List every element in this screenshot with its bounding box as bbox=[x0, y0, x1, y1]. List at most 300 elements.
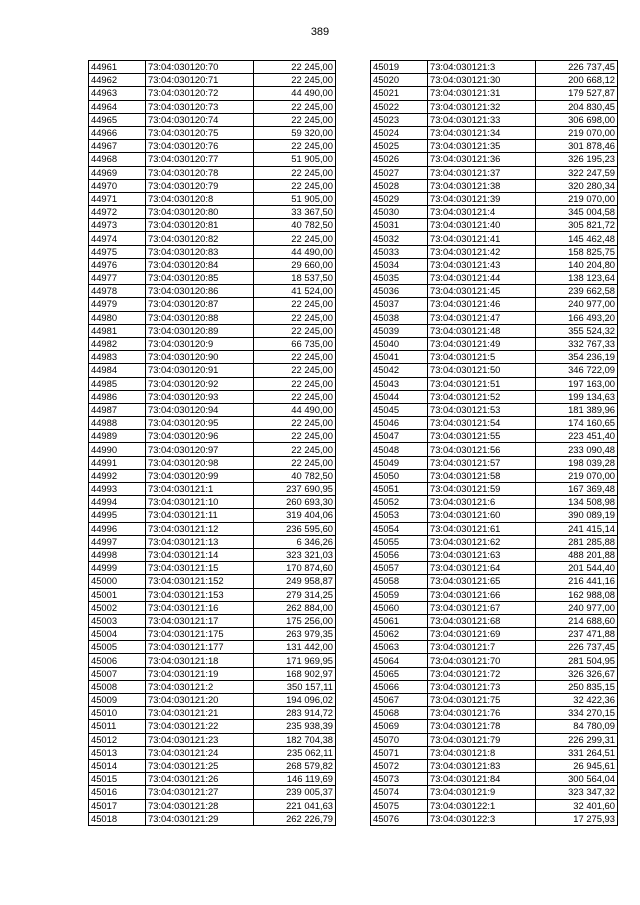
cadastral-value: 167 369,48 bbox=[536, 483, 618, 496]
table-row bbox=[89, 654, 336, 667]
table-row bbox=[371, 351, 618, 364]
row-number: 45048 bbox=[371, 443, 428, 456]
table-row bbox=[371, 509, 618, 522]
row-number: 45014 bbox=[89, 759, 146, 772]
cadastral-number: 73:04:030120:84 bbox=[146, 258, 254, 271]
cadastral-number: 73:04:030120:86 bbox=[146, 285, 254, 298]
cadastral-value: 305 821,72 bbox=[536, 219, 618, 232]
cadastral-value: 59 320,00 bbox=[254, 126, 336, 139]
cadastral-value: 221 041,63 bbox=[254, 799, 336, 812]
row-number: 44975 bbox=[89, 245, 146, 258]
cadastral-number: 73:04:030120:76 bbox=[146, 140, 254, 153]
table-row bbox=[371, 773, 618, 786]
cadastral-number: 73:04:030121:25 bbox=[146, 759, 254, 772]
table-row bbox=[371, 113, 618, 126]
table-row bbox=[371, 430, 618, 443]
cadastral-value: 174 160,65 bbox=[536, 417, 618, 430]
cadastral-number: 73:04:030120:98 bbox=[146, 456, 254, 469]
row-number: 44989 bbox=[89, 430, 146, 443]
cadastral-number: 73:04:030120:77 bbox=[146, 153, 254, 166]
cadastral-number: 73:04:030121:48 bbox=[428, 324, 536, 337]
cadastral-value: 239 662,58 bbox=[536, 285, 618, 298]
row-number: 44988 bbox=[89, 417, 146, 430]
row-number: 44999 bbox=[89, 562, 146, 575]
row-number: 45005 bbox=[89, 641, 146, 654]
cadastral-number: 73:04:030121:15 bbox=[146, 562, 254, 575]
cadastral-value: 22 245,00 bbox=[254, 179, 336, 192]
cadastral-number: 73:04:030120:81 bbox=[146, 219, 254, 232]
table-row bbox=[89, 219, 336, 232]
cadastral-number: 73:04:030121:39 bbox=[428, 192, 536, 205]
row-number: 45076 bbox=[371, 812, 428, 825]
cadastral-number: 73:04:030120:75 bbox=[146, 126, 254, 139]
cadastral-number: 73:04:030121:53 bbox=[428, 403, 536, 416]
cadastral-number: 73:04:030121:20 bbox=[146, 694, 254, 707]
table-row bbox=[89, 113, 336, 126]
cadastral-value: 40 782,50 bbox=[254, 469, 336, 482]
cadastral-number: 73:04:030120:72 bbox=[146, 87, 254, 100]
table-row bbox=[371, 535, 618, 548]
row-number: 44992 bbox=[89, 469, 146, 482]
table-row bbox=[89, 562, 336, 575]
row-number: 45003 bbox=[89, 614, 146, 627]
cadastral-value: 262 226,79 bbox=[254, 812, 336, 825]
table-row bbox=[89, 694, 336, 707]
table-row bbox=[89, 522, 336, 535]
row-number: 45042 bbox=[371, 364, 428, 377]
cadastral-value: 22 245,00 bbox=[254, 74, 336, 87]
row-number: 44995 bbox=[89, 509, 146, 522]
table-row bbox=[89, 483, 336, 496]
table-row bbox=[371, 522, 618, 535]
table-row bbox=[371, 87, 618, 100]
cadastral-value: 214 688,60 bbox=[536, 614, 618, 627]
row-number: 44982 bbox=[89, 337, 146, 350]
table-row bbox=[371, 390, 618, 403]
table-row bbox=[89, 166, 336, 179]
row-number: 45009 bbox=[89, 694, 146, 707]
table-row bbox=[371, 219, 618, 232]
table-row bbox=[371, 232, 618, 245]
cadastral-value: 250 835,15 bbox=[536, 680, 618, 693]
cadastral-value: 194 096,02 bbox=[254, 694, 336, 707]
cadastral-number: 73:04:030120:70 bbox=[146, 61, 254, 74]
table-row bbox=[89, 417, 336, 430]
cadastral-number: 73:04:030121:11 bbox=[146, 509, 254, 522]
row-number: 45064 bbox=[371, 654, 428, 667]
cadastral-number: 73:04:030121:66 bbox=[428, 588, 536, 601]
row-number: 44966 bbox=[89, 126, 146, 139]
cadastral-value: 488 201,88 bbox=[536, 548, 618, 561]
row-number: 44976 bbox=[89, 258, 146, 271]
cadastral-value: 182 704,38 bbox=[254, 733, 336, 746]
row-number: 45023 bbox=[371, 113, 428, 126]
table-row bbox=[371, 588, 618, 601]
cadastral-number: 73:04:030121:59 bbox=[428, 483, 536, 496]
cadastral-number: 73:04:030121:30 bbox=[428, 74, 536, 87]
cadastral-number: 73:04:030121:35 bbox=[428, 140, 536, 153]
table-row bbox=[89, 588, 336, 601]
row-number: 45011 bbox=[89, 720, 146, 733]
table-row bbox=[89, 667, 336, 680]
row-number: 45040 bbox=[371, 337, 428, 350]
cadastral-value: 44 490,00 bbox=[254, 403, 336, 416]
row-number: 45029 bbox=[371, 192, 428, 205]
cadastral-value: 138 123,64 bbox=[536, 272, 618, 285]
table-row bbox=[371, 496, 618, 509]
cadastral-number: 73:04:030121:72 bbox=[428, 667, 536, 680]
cadastral-value: 40 782,50 bbox=[254, 219, 336, 232]
cadastral-number: 73:04:030122:3 bbox=[428, 812, 536, 825]
table-row bbox=[89, 140, 336, 153]
table-row bbox=[371, 575, 618, 588]
row-number: 44973 bbox=[89, 219, 146, 232]
table-row bbox=[89, 601, 336, 614]
table-row bbox=[371, 614, 618, 627]
row-number: 44974 bbox=[89, 232, 146, 245]
row-number: 45051 bbox=[371, 483, 428, 496]
right-table-body bbox=[371, 61, 618, 826]
table-row bbox=[371, 628, 618, 641]
cadastral-value: 226 299,31 bbox=[536, 733, 618, 746]
left-table-body bbox=[89, 61, 336, 826]
table-row bbox=[371, 337, 618, 350]
cadastral-number: 73:04:030121:70 bbox=[428, 654, 536, 667]
row-number: 45033 bbox=[371, 245, 428, 258]
cadastral-value: 22 245,00 bbox=[254, 456, 336, 469]
cadastral-value: 179 527,87 bbox=[536, 87, 618, 100]
table-row bbox=[371, 562, 618, 575]
table-row bbox=[371, 377, 618, 390]
table-row bbox=[371, 548, 618, 561]
row-number: 45063 bbox=[371, 641, 428, 654]
cadastral-number: 73:04:030120:90 bbox=[146, 351, 254, 364]
cadastral-value: 240 977,00 bbox=[536, 601, 618, 614]
row-number: 45018 bbox=[89, 812, 146, 825]
table-row bbox=[89, 509, 336, 522]
row-number: 45050 bbox=[371, 469, 428, 482]
row-number: 44964 bbox=[89, 100, 146, 113]
cadastral-value: 239 005,37 bbox=[254, 786, 336, 799]
row-number: 44979 bbox=[89, 298, 146, 311]
cadastral-number: 73:04:030121:83 bbox=[428, 759, 536, 772]
row-number: 45017 bbox=[89, 799, 146, 812]
cadastral-value: 326 326,67 bbox=[536, 667, 618, 680]
row-number: 44998 bbox=[89, 548, 146, 561]
cadastral-value: 390 089,19 bbox=[536, 509, 618, 522]
table-row bbox=[89, 311, 336, 324]
cadastral-value: 166 493,20 bbox=[536, 311, 618, 324]
row-number: 45027 bbox=[371, 166, 428, 179]
row-number: 45037 bbox=[371, 298, 428, 311]
table-row bbox=[371, 61, 618, 74]
row-number: 45041 bbox=[371, 351, 428, 364]
cadastral-value: 22 245,00 bbox=[254, 61, 336, 74]
table-row bbox=[371, 311, 618, 324]
table-row bbox=[89, 799, 336, 812]
table-row bbox=[89, 759, 336, 772]
row-number: 45034 bbox=[371, 258, 428, 271]
table-row bbox=[371, 206, 618, 219]
cadastral-value: 22 245,00 bbox=[254, 324, 336, 337]
cadastral-number: 73:04:030120:97 bbox=[146, 443, 254, 456]
cadastral-value: 350 157,11 bbox=[254, 680, 336, 693]
row-number: 44987 bbox=[89, 403, 146, 416]
cadastral-value: 22 245,00 bbox=[254, 443, 336, 456]
cadastral-value: 22 245,00 bbox=[254, 298, 336, 311]
table-row bbox=[371, 601, 618, 614]
cadastral-value: 6 346,26 bbox=[254, 535, 336, 548]
cadastral-value: 219 070,00 bbox=[536, 126, 618, 139]
cadastral-number: 73:04:030121:18 bbox=[146, 654, 254, 667]
row-number: 44970 bbox=[89, 179, 146, 192]
row-number: 44962 bbox=[89, 74, 146, 87]
row-number: 45072 bbox=[371, 759, 428, 772]
table-row bbox=[371, 680, 618, 693]
cadastral-number: 73:04:030121:50 bbox=[428, 364, 536, 377]
cadastral-value: 41 524,00 bbox=[254, 285, 336, 298]
table-row bbox=[89, 443, 336, 456]
row-number: 44997 bbox=[89, 535, 146, 548]
cadastral-value: 320 280,34 bbox=[536, 179, 618, 192]
cadastral-number: 73:04:030121:44 bbox=[428, 272, 536, 285]
row-number: 44981 bbox=[89, 324, 146, 337]
cadastral-number: 73:04:030120:8 bbox=[146, 192, 254, 205]
table-row bbox=[89, 680, 336, 693]
cadastral-number: 73:04:030121:27 bbox=[146, 786, 254, 799]
row-number: 45021 bbox=[371, 87, 428, 100]
cadastral-number: 73:04:030121:2 bbox=[146, 680, 254, 693]
cadastral-number: 73:04:030120:79 bbox=[146, 179, 254, 192]
cadastral-number: 73:04:030121:19 bbox=[146, 667, 254, 680]
cadastral-number: 73:04:030121:8 bbox=[428, 746, 536, 759]
cadastral-number: 73:04:030121:7 bbox=[428, 641, 536, 654]
table-row bbox=[89, 403, 336, 416]
row-number: 44963 bbox=[89, 87, 146, 100]
cadastral-value: 322 247,59 bbox=[536, 166, 618, 179]
cadastral-value: 281 285,88 bbox=[536, 535, 618, 548]
table-row bbox=[89, 61, 336, 74]
cadastral-value: 199 134,63 bbox=[536, 390, 618, 403]
table-row bbox=[89, 232, 336, 245]
cadastral-value: 219 070,00 bbox=[536, 469, 618, 482]
cadastral-number: 73:04:030120:83 bbox=[146, 245, 254, 258]
cadastral-number: 73:04:030122:1 bbox=[428, 799, 536, 812]
cadastral-value: 32 422,36 bbox=[536, 694, 618, 707]
cadastral-value: 219 070,00 bbox=[536, 192, 618, 205]
row-number: 45055 bbox=[371, 535, 428, 548]
table-row bbox=[371, 443, 618, 456]
table-row bbox=[89, 337, 336, 350]
row-number: 45059 bbox=[371, 588, 428, 601]
table-row bbox=[89, 733, 336, 746]
cadastral-value: 216 441,16 bbox=[536, 575, 618, 588]
row-number: 45068 bbox=[371, 707, 428, 720]
cadastral-number: 73:04:030121:56 bbox=[428, 443, 536, 456]
cadastral-number: 73:04:030121:36 bbox=[428, 153, 536, 166]
cadastral-number: 73:04:030121:3 bbox=[428, 61, 536, 74]
row-number: 45043 bbox=[371, 377, 428, 390]
cadastral-value: 22 245,00 bbox=[254, 417, 336, 430]
row-number: 45073 bbox=[371, 773, 428, 786]
row-number: 44991 bbox=[89, 456, 146, 469]
cadastral-value: 283 914,72 bbox=[254, 707, 336, 720]
table-row bbox=[371, 285, 618, 298]
table-row bbox=[371, 100, 618, 113]
cadastral-value: 44 490,00 bbox=[254, 245, 336, 258]
cadastral-number: 73:04:030120:91 bbox=[146, 364, 254, 377]
table-row bbox=[89, 74, 336, 87]
cadastral-number: 73:04:030120:94 bbox=[146, 403, 254, 416]
cadastral-value: 332 767,33 bbox=[536, 337, 618, 350]
row-number: 45030 bbox=[371, 206, 428, 219]
row-number: 45069 bbox=[371, 720, 428, 733]
table-row bbox=[371, 403, 618, 416]
table-row bbox=[89, 298, 336, 311]
table-row bbox=[89, 469, 336, 482]
table-row bbox=[89, 192, 336, 205]
row-number: 45066 bbox=[371, 680, 428, 693]
cadastral-value: 279 314,25 bbox=[254, 588, 336, 601]
cadastral-value: 326 195,23 bbox=[536, 153, 618, 166]
cadastral-number: 73:04:030120:71 bbox=[146, 74, 254, 87]
row-number: 45053 bbox=[371, 509, 428, 522]
table-row bbox=[371, 417, 618, 430]
table-row bbox=[89, 456, 336, 469]
cadastral-number: 73:04:030120:99 bbox=[146, 469, 254, 482]
row-number: 44965 bbox=[89, 113, 146, 126]
cadastral-number: 73:04:030121:153 bbox=[146, 588, 254, 601]
cadastral-value: 175 256,00 bbox=[254, 614, 336, 627]
cadastral-number: 73:04:030121:16 bbox=[146, 601, 254, 614]
cadastral-value: 84 780,09 bbox=[536, 720, 618, 733]
cadastral-value: 51 905,00 bbox=[254, 192, 336, 205]
cadastral-number: 73:04:030121:51 bbox=[428, 377, 536, 390]
row-number: 45052 bbox=[371, 496, 428, 509]
cadastral-number: 73:04:030120:78 bbox=[146, 166, 254, 179]
table-row bbox=[371, 126, 618, 139]
table-row bbox=[371, 667, 618, 680]
cadastral-number: 73:04:030121:43 bbox=[428, 258, 536, 271]
table-row bbox=[371, 786, 618, 799]
table-row bbox=[89, 707, 336, 720]
row-number: 44968 bbox=[89, 153, 146, 166]
cadastral-number: 73:04:030121:10 bbox=[146, 496, 254, 509]
table-row bbox=[371, 720, 618, 733]
cadastral-number: 73:04:030121:22 bbox=[146, 720, 254, 733]
cadastral-value: 354 236,19 bbox=[536, 351, 618, 364]
cadastral-number: 73:04:030121:40 bbox=[428, 219, 536, 232]
cadastral-number: 73:04:030121:67 bbox=[428, 601, 536, 614]
cadastral-value: 22 245,00 bbox=[254, 140, 336, 153]
cadastral-value: 241 415,14 bbox=[536, 522, 618, 535]
cadastral-value: 323 347,32 bbox=[536, 786, 618, 799]
cadastral-number: 73:04:030121:68 bbox=[428, 614, 536, 627]
cadastral-value: 233 090,48 bbox=[536, 443, 618, 456]
row-number: 44972 bbox=[89, 206, 146, 219]
left-cadastral-table bbox=[88, 60, 336, 826]
row-number: 45010 bbox=[89, 707, 146, 720]
table-row bbox=[89, 285, 336, 298]
row-number: 45026 bbox=[371, 153, 428, 166]
page-number: 389 bbox=[310, 26, 330, 38]
cadastral-number: 73:04:030121:69 bbox=[428, 628, 536, 641]
row-number: 45065 bbox=[371, 667, 428, 680]
cadastral-number: 73:04:030121:63 bbox=[428, 548, 536, 561]
cadastral-value: 168 902,97 bbox=[254, 667, 336, 680]
cadastral-value: 22 245,00 bbox=[254, 377, 336, 390]
cadastral-value: 237 690,95 bbox=[254, 483, 336, 496]
cadastral-value: 17 275,93 bbox=[536, 812, 618, 825]
table-row bbox=[89, 351, 336, 364]
row-number: 45004 bbox=[89, 628, 146, 641]
row-number: 44986 bbox=[89, 390, 146, 403]
cadastral-number: 73:04:030120:9 bbox=[146, 337, 254, 350]
cadastral-value: 249 958,87 bbox=[254, 575, 336, 588]
row-number: 45075 bbox=[371, 799, 428, 812]
cadastral-value: 319 404,06 bbox=[254, 509, 336, 522]
cadastral-number: 73:04:030121:60 bbox=[428, 509, 536, 522]
cadastral-number: 73:04:030121:13 bbox=[146, 535, 254, 548]
cadastral-value: 197 163,00 bbox=[536, 377, 618, 390]
table-row bbox=[371, 179, 618, 192]
cadastral-value: 235 938,39 bbox=[254, 720, 336, 733]
cadastral-number: 73:04:030121:76 bbox=[428, 707, 536, 720]
row-number: 45047 bbox=[371, 430, 428, 443]
table-row bbox=[89, 812, 336, 825]
cadastral-value: 171 969,95 bbox=[254, 654, 336, 667]
cadastral-value: 51 905,00 bbox=[254, 153, 336, 166]
table-row bbox=[89, 746, 336, 759]
row-number: 45060 bbox=[371, 601, 428, 614]
cadastral-number: 73:04:030121:52 bbox=[428, 390, 536, 403]
table-row bbox=[89, 575, 336, 588]
cadastral-value: 260 693,30 bbox=[254, 496, 336, 509]
row-number: 44967 bbox=[89, 140, 146, 153]
cadastral-number: 73:04:030121:73 bbox=[428, 680, 536, 693]
row-number: 45062 bbox=[371, 628, 428, 641]
row-number: 45056 bbox=[371, 548, 428, 561]
table-row bbox=[89, 390, 336, 403]
table-row bbox=[371, 733, 618, 746]
row-number: 45044 bbox=[371, 390, 428, 403]
cadastral-value: 22 245,00 bbox=[254, 430, 336, 443]
table-row bbox=[89, 773, 336, 786]
table-row bbox=[89, 720, 336, 733]
row-number: 45015 bbox=[89, 773, 146, 786]
cadastral-value: 263 979,35 bbox=[254, 628, 336, 641]
table-row bbox=[89, 614, 336, 627]
cadastral-value: 26 945,61 bbox=[536, 759, 618, 772]
cadastral-number: 73:04:030120:88 bbox=[146, 311, 254, 324]
row-number: 45019 bbox=[371, 61, 428, 74]
table-row bbox=[89, 179, 336, 192]
cadastral-value: 22 245,00 bbox=[254, 166, 336, 179]
row-number: 45046 bbox=[371, 417, 428, 430]
table-row bbox=[89, 87, 336, 100]
cadastral-number: 73:04:030121:78 bbox=[428, 720, 536, 733]
cadastral-value: 236 595,60 bbox=[254, 522, 336, 535]
right-cadastral-table bbox=[370, 60, 618, 826]
cadastral-value: 22 245,00 bbox=[254, 364, 336, 377]
cadastral-value: 134 508,98 bbox=[536, 496, 618, 509]
cadastral-value: 300 564,04 bbox=[536, 773, 618, 786]
cadastral-number: 73:04:030121:37 bbox=[428, 166, 536, 179]
cadastral-number: 73:04:030121:31 bbox=[428, 87, 536, 100]
cadastral-number: 73:04:030121:21 bbox=[146, 707, 254, 720]
cadastral-value: 29 660,00 bbox=[254, 258, 336, 271]
cadastral-number: 73:04:030121:26 bbox=[146, 773, 254, 786]
